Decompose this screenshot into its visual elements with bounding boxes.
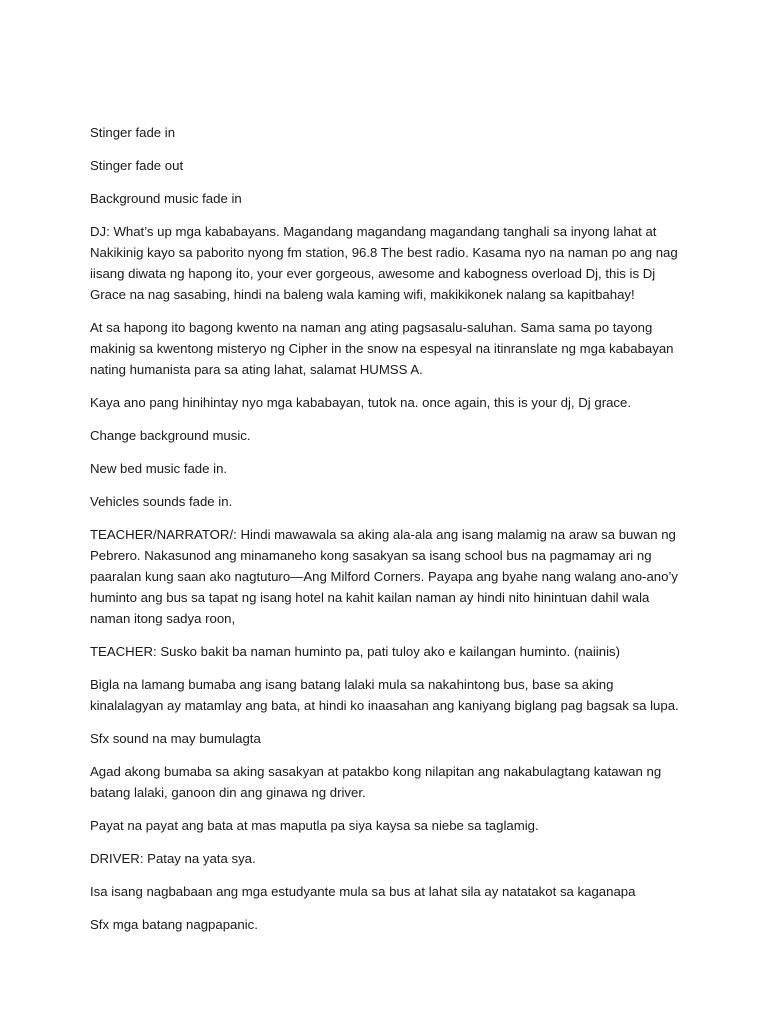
paragraph <box>90 815 682 836</box>
paragraph <box>90 425 682 446</box>
paragraph-text: Change background music. <box>90 428 251 443</box>
paragraph <box>90 155 682 176</box>
paragraph-text: Susko bakit ba naman huminto pa, pati tuloy ako e kailangan huminto. (naiinis) <box>156 644 620 659</box>
paragraph <box>90 848 682 869</box>
paragraph <box>90 458 682 479</box>
paragraph-text: New bed music fade in. <box>90 461 228 476</box>
paragraph-text: Sfx mga batang nagpapanic. <box>90 917 258 932</box>
paragraph-text: Hindi mawawala sa aking ala-ala ang isang malamig na araw sa buwan ng Pebrero. Nakasunod ang minamaneho kong sasakyan sa isang school bus na pagmamay ari ng paaralan kung saan ako nagtuturo—Ang Milford Corners. Payapa ang byahe nang walang ano-ano’y huminto ang bus sa tapat ng isang hotel na kahit kailan naman ay hindi nito hinintuan dahil wala naman itong sadya roon, <box>90 527 678 626</box>
paragraph <box>90 641 682 662</box>
paragraph-text: Payat na payat ang bata at mas maputla pa siya kaysa sa niebe sa taglamig. <box>90 818 539 833</box>
paragraph-text: Isa isang nagbabaan ang mga estudyante mula sa bus at lahat sila ay natatakot sa kaganapa <box>90 884 636 899</box>
paragraph <box>90 881 682 902</box>
paragraph-text: Sfx sound na may bumulagta <box>90 731 261 746</box>
paragraph-text: At sa hapong ito bagong kwento na naman ang ating pagsasalu-saluhan. Sama sama po tayong makinig sa kwentong misteryo ng Cipher in the snow na espesyal na itinranslate ng mga kababayan nating humanista para sa ating lahat, salamat HUMSS A. <box>90 320 674 377</box>
paragraph <box>90 761 682 803</box>
speaker-label: TEACHER: <box>90 644 157 659</box>
paragraph <box>90 524 682 629</box>
paragraph-text: Agad akong bumaba sa aking sasakyan at patakbo kong nilapitan ang nakabulagtang katawan ng batang lalaki, ganoon din ang ginawa ng driver. <box>90 764 662 800</box>
paragraph <box>90 317 682 380</box>
speaker-label: DJ: <box>90 224 110 239</box>
speaker-label: TEACHER/NARRATOR/: <box>90 527 237 542</box>
paragraph-text: Vehicles sounds fade in. <box>90 494 233 509</box>
paragraph-text: Stinger fade out <box>90 158 184 173</box>
speaker-label: DRIVER: <box>90 851 144 866</box>
paragraph <box>90 392 682 413</box>
paragraph <box>90 674 682 716</box>
paragraph-text: What’s up mga kababayans. Magandang magandang magandang tanghali sa inyong lahat at Nakikinig kayo sa paborito nyong fm station, 96.8 The best radio. Kasama nyo na naman po ang nag iisang diwata ng hapong ito, your ever gorgeous, awesome and kabogness overload Dj, this is Dj Grace na nag sasabing, hindi na baleng wala kaming wifi, makikikonek nalang sa kapitbahay! <box>90 224 678 302</box>
paragraph-text: Patay na yata sya. <box>143 851 256 866</box>
paragraph <box>90 491 682 512</box>
paragraph-text: Kaya ano pang hinihintay nyo mga kababayan, tutok na. once again, this is your dj, Dj grace. <box>90 395 632 410</box>
paragraph <box>90 122 682 143</box>
paragraph-text: Background music fade in <box>90 191 242 206</box>
paragraph <box>90 728 682 749</box>
paragraph <box>90 188 682 209</box>
paragraph-text: Bigla na lamang bumaba ang isang batang lalaki mula sa nakahintong bus, base sa aking kinalalagyan ay matamlay ang bata, at hindi ko inaasahan ang kaniyang biglang pag bagsak sa lupa. <box>90 677 679 713</box>
paragraph <box>90 221 682 305</box>
paragraph <box>90 914 682 935</box>
paragraph-text: Stinger fade in <box>90 125 176 140</box>
